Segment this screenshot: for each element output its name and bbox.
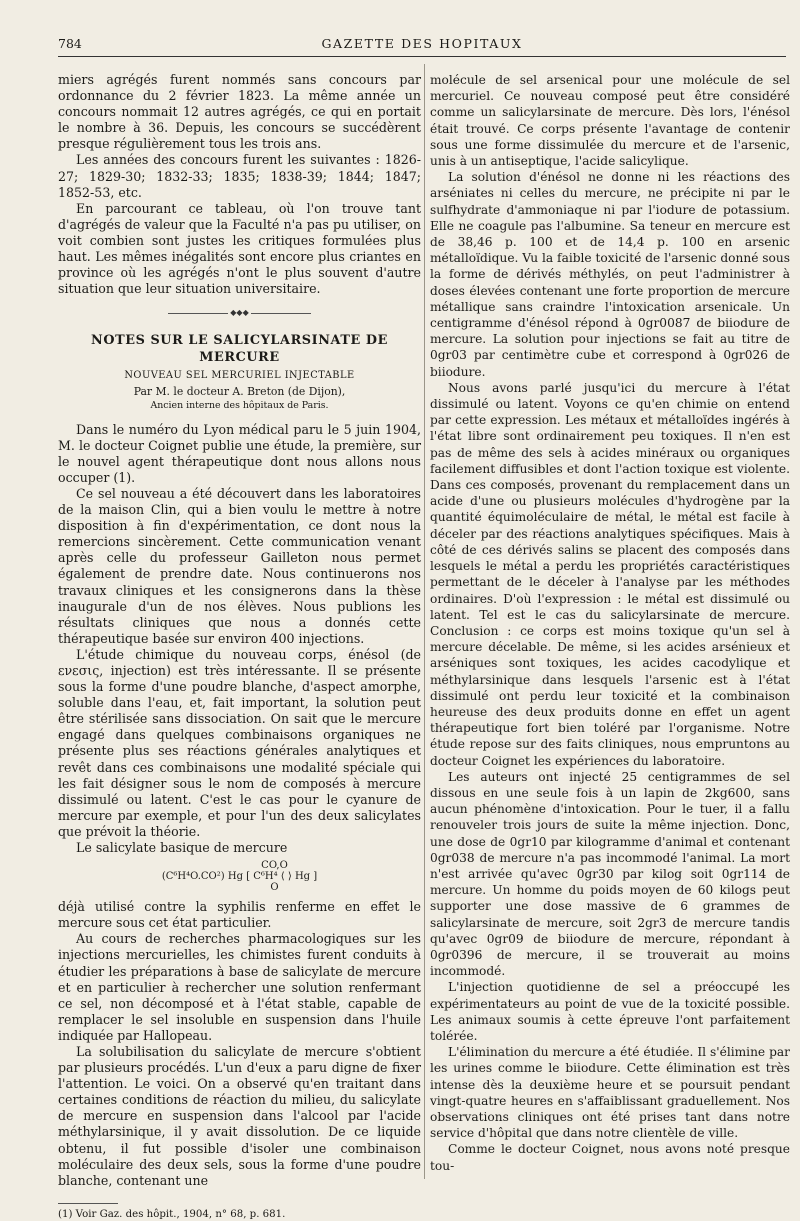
footnote: (1) Voir Gaz. des hôpit., 1904, n° 68, p. 681. <box>58 1208 286 1220</box>
formula-top: CO,O <box>261 860 288 872</box>
paragraph: L'élimination du mercure a été étudiée. Il s'élimine par les urines comme le biiodure. Cette élimination est très intense dès la deuxième heure et se poursuit pendant vingt-quatre heures en s'affaiblissant graduellement. Nos observations cliniques ont été prises tant dans notre service d'hôpital que dans notre clientèle de ville. <box>430 1045 790 1141</box>
paragraph: Dans le numéro du Lyon médical paru le 5 juin 1904, M. le docteur Coignet publie une étude, la première, sur le nouvel agent thérapeutique dont nous allons nous occuper (1). <box>58 421 421 485</box>
running-head: GAZETTE DES HOPITAUX <box>321 36 523 51</box>
footnote-rule <box>58 1203 118 1204</box>
header-rule <box>58 56 786 57</box>
paragraph: Nous avons parlé jusqu'ici du mercure à l'état dissimulé ou latent. Voyons ce qu'en chimie on entend par cette expression. Les métaux et métalloïdes ingérés à l'état libre sont ordinairement peu toxiques. Il n'en est pas de même des sels à acides minéraux ou organiques facilement diffusibles et dont l'action toxique est violente. Dans ces composés, provenant du remplacement dans un acide d'une ou plusieurs molécules d'hydrogène par la quantité équimoléculaire de métal, le métal est facile à déceler par des réactions analytiques spécifiques. Mais à côté de ces dérivés salins se placent des composés dans lesquels le métal a perdu les propriétés caractéristiques permettant de le déceler à l'analyse par les méthodes ordinaires. D'où l'expression : le métal est dissimulé ou latent. Tel est le cas du salicylarsinate de mercure. Conclusion : ce corps est moins toxique qu'un sel à mercure décelable. De même, si les acides arsénieux et arséniques sont toxiques, les acides cacodylique et méthylarsinique dans lesquels l'arsenic est à l'état dissimulé ont perdu leur toxicité et la combinaison heureuse des deux produits donne en effet un agent thérapeutique fort bien toléré par l'organisme. Notre étude repose sur des faits cliniques, nous empruntons au docteur Coignet les expériences du laboratoire. <box>430 380 790 768</box>
paragraph: L'étude chimique du nouveau corps, énésol (de ενεσις, injection) est très intéressante. Il se présente sous la forme d'une poudre blanche, d'aspect amorphe, soluble dans l'eau, et, fait important, la solution peut être stérilisée sans dissociation. On sait que le mercure engagé dans quelques combinaisons organiques ne présente plus ses réactions générales analytiques et revêt dans ces combinaisons une modalité spéciale qui les fait désigner sous le nom de composés à mercure dissimulé ou latent. C'est le cas pour le cyanure de mercure par exemple, et pour l'un des deux salicylates que prévoit la théorie. <box>58 646 421 839</box>
paragraph: molécule de sel arsenical pour une molécule de sel mercuriel. Ce nouveau composé peut être considéré comme un salicylarsinate de mercure. Dès lors, l'énésol était trouvé. Ce corps présente l'avantage de contenir sous une forme dissimulée du mercure et de l'arsenic, unis à un antiseptique, l'acide salicylique. <box>430 73 790 169</box>
article-subtitle: NOUVEAU SEL MERCURIEL INJECTABLE <box>124 369 355 381</box>
paragraph: Les années des concours furent les suivantes : 1826-27; 1829-30; 1832-33; 1835; 1838-39; 1844; 1847; 1852-53, etc. <box>58 152 421 200</box>
formula-bottom: O <box>270 882 279 894</box>
article-title: NOTES SUR LE SALICYLARSINATE DE MERCURE <box>91 333 388 365</box>
formula-main: (C⁶H⁴O.CO²) Hg [ C⁶H⁴ ⟨ ⟩ Hg ] <box>161 871 318 883</box>
paragraph: Ce sel nouveau a été découvert dans les laboratoires de la maison Clin, qui a bien voulu le mettre à notre disposition à fin d'expérimentation, ce dont nous la remercions sincèrement. Cette communication venant après celle du professeur Gailleton nous permet également de prendre date. Nous continuerons nos travaux cliniques et les consignerons dans la thèse inaugurale d'un de nos élèves. Nous publions les résultats cliniques que nous a donnés cette thérapeutique basée sur environ 400 injections. <box>58 485 421 646</box>
left-column <box>58 72 421 1221</box>
paragraph: Les auteurs ont injecté 25 centigrammes de sel dissous en une seule fois à un lapin de 2kg600, sans aucun phénomène d'intoxication. Pour le tuer, il a fallu renouveler trois jours de suite la même injection. Donc, une dose de 0gr10 par kilogramme d'animal et contenant 0gr038 de mercure n'a pas incommodé l'animal. La mort n'est arrivée qu'avec 0gr30 par kilog soit 0gr114 de mercure. Un homme du poids moyen de 60 kilogs peut supporter une dose massive de 6 grammes de salicylarsinate de mercure, soit 2gr3 de mercure tandis qu'avec 0gr09 de biiodure de mercure, répondant à 0gr0396 de mercure, il se trouverait au moins incommodé. <box>430 769 790 979</box>
chemical-formula <box>58 860 421 893</box>
paragraph: L'injection quotidienne de sel a préoccupé les expérimentateurs au point de vue de la toxicité possible. Les animaux soumis à cette épreuve l'ont parfaitement tolérée. <box>430 980 790 1043</box>
right-column <box>430 72 790 1174</box>
ornament-glyph: ◆◆◆ <box>230 308 249 318</box>
paragraph: Le salicylate basique de mercure <box>76 840 288 856</box>
paragraph: Au cours de recherches pharmacologiques sur les injections mercurielles, les chimistes furent conduits à étudier les préparations à base de salicylate de mercure et en particulier à rechercher une solution renfermant ce sel, non décomposé et à l'état stable, capable de remplacer le sel insoluble en suspension dans l'huile indiquée par Hallopeau. <box>58 931 421 1043</box>
section-ornament <box>58 305 421 321</box>
paragraph: Comme le docteur Coignet, nous avons noté presque tou- <box>430 1142 790 1173</box>
paragraph: La solubilisation du salicylate de mercure s'obtient par plusieurs procédés. L'un d'eux a paru digne de fixer l'attention. Le voici. On a observé qu'en traitant dans certaines conditions de réaction du milieu, du salicylate de mercure en suspension dans l'alcool par l'acide méthylarsinique, il y avait dissolution. De ce liquide obtenu, il fut possible d'isoler une combinaison moléculaire des deux sels, sous la forme d'une poudre blanche, contenant une <box>58 1043 421 1188</box>
page-number: 784 <box>58 36 82 51</box>
page-header <box>58 36 786 52</box>
affiliation: Ancien interne des hôpitaux de Paris. <box>150 399 329 411</box>
paragraph: miers agrégés furent nommés sans concours par ordonnance du 2 février 1823. La même année un concours nommait 12 autres agrégés, ce qui en portait le nombre à 36. Depuis, les concours se succédèrent presque régulièrement tous les trois ans. <box>58 72 421 152</box>
byline: Par M. le docteur A. Breton (de Dijon), <box>133 384 346 398</box>
column-divider <box>424 64 425 1179</box>
paragraph: La solution d'énésol ne donne ni les réactions des arséniates ni celles du mercure, ne précipite ni par le sulfhydrate d'ammoniaque ni par l'iodure de potassium. Elle ne coagule pas l'albumine. Sa teneur en mercure est de 38,46 p. 100 et de 14,4 p. 100 en arsenic métalloïdique. Vu la faible toxicité de l'arsenic donné sous la forme de dérivés méthylés, on peut l'administrer à doses élevées contenant une forte proportion de mercure métallique sans craindre l'intoxication arsenicale. Un centigramme d'énésol répond à 0gr0087 de biiodure de mercure. La solution pour injections se fait au titre de 0gr03 par centimètre cube et correspond à 0gr026 de biiodure. <box>430 170 790 379</box>
paragraph: déjà utilisé contre la syphilis renferme en effet le mercure sous cet état particulier. <box>58 899 421 931</box>
paragraph: En parcourant ce tableau, où l'on trouve tant d'agrégés de valeur que la Faculté n'a pas pu utiliser, on voit combien sont justes les critiques formulées plus haut. Les mêmes inégalités sont encore plus criantes en province où les agrégés n'ont le plus souvent d'autre situation que leur situation universitaire. <box>58 200 421 297</box>
